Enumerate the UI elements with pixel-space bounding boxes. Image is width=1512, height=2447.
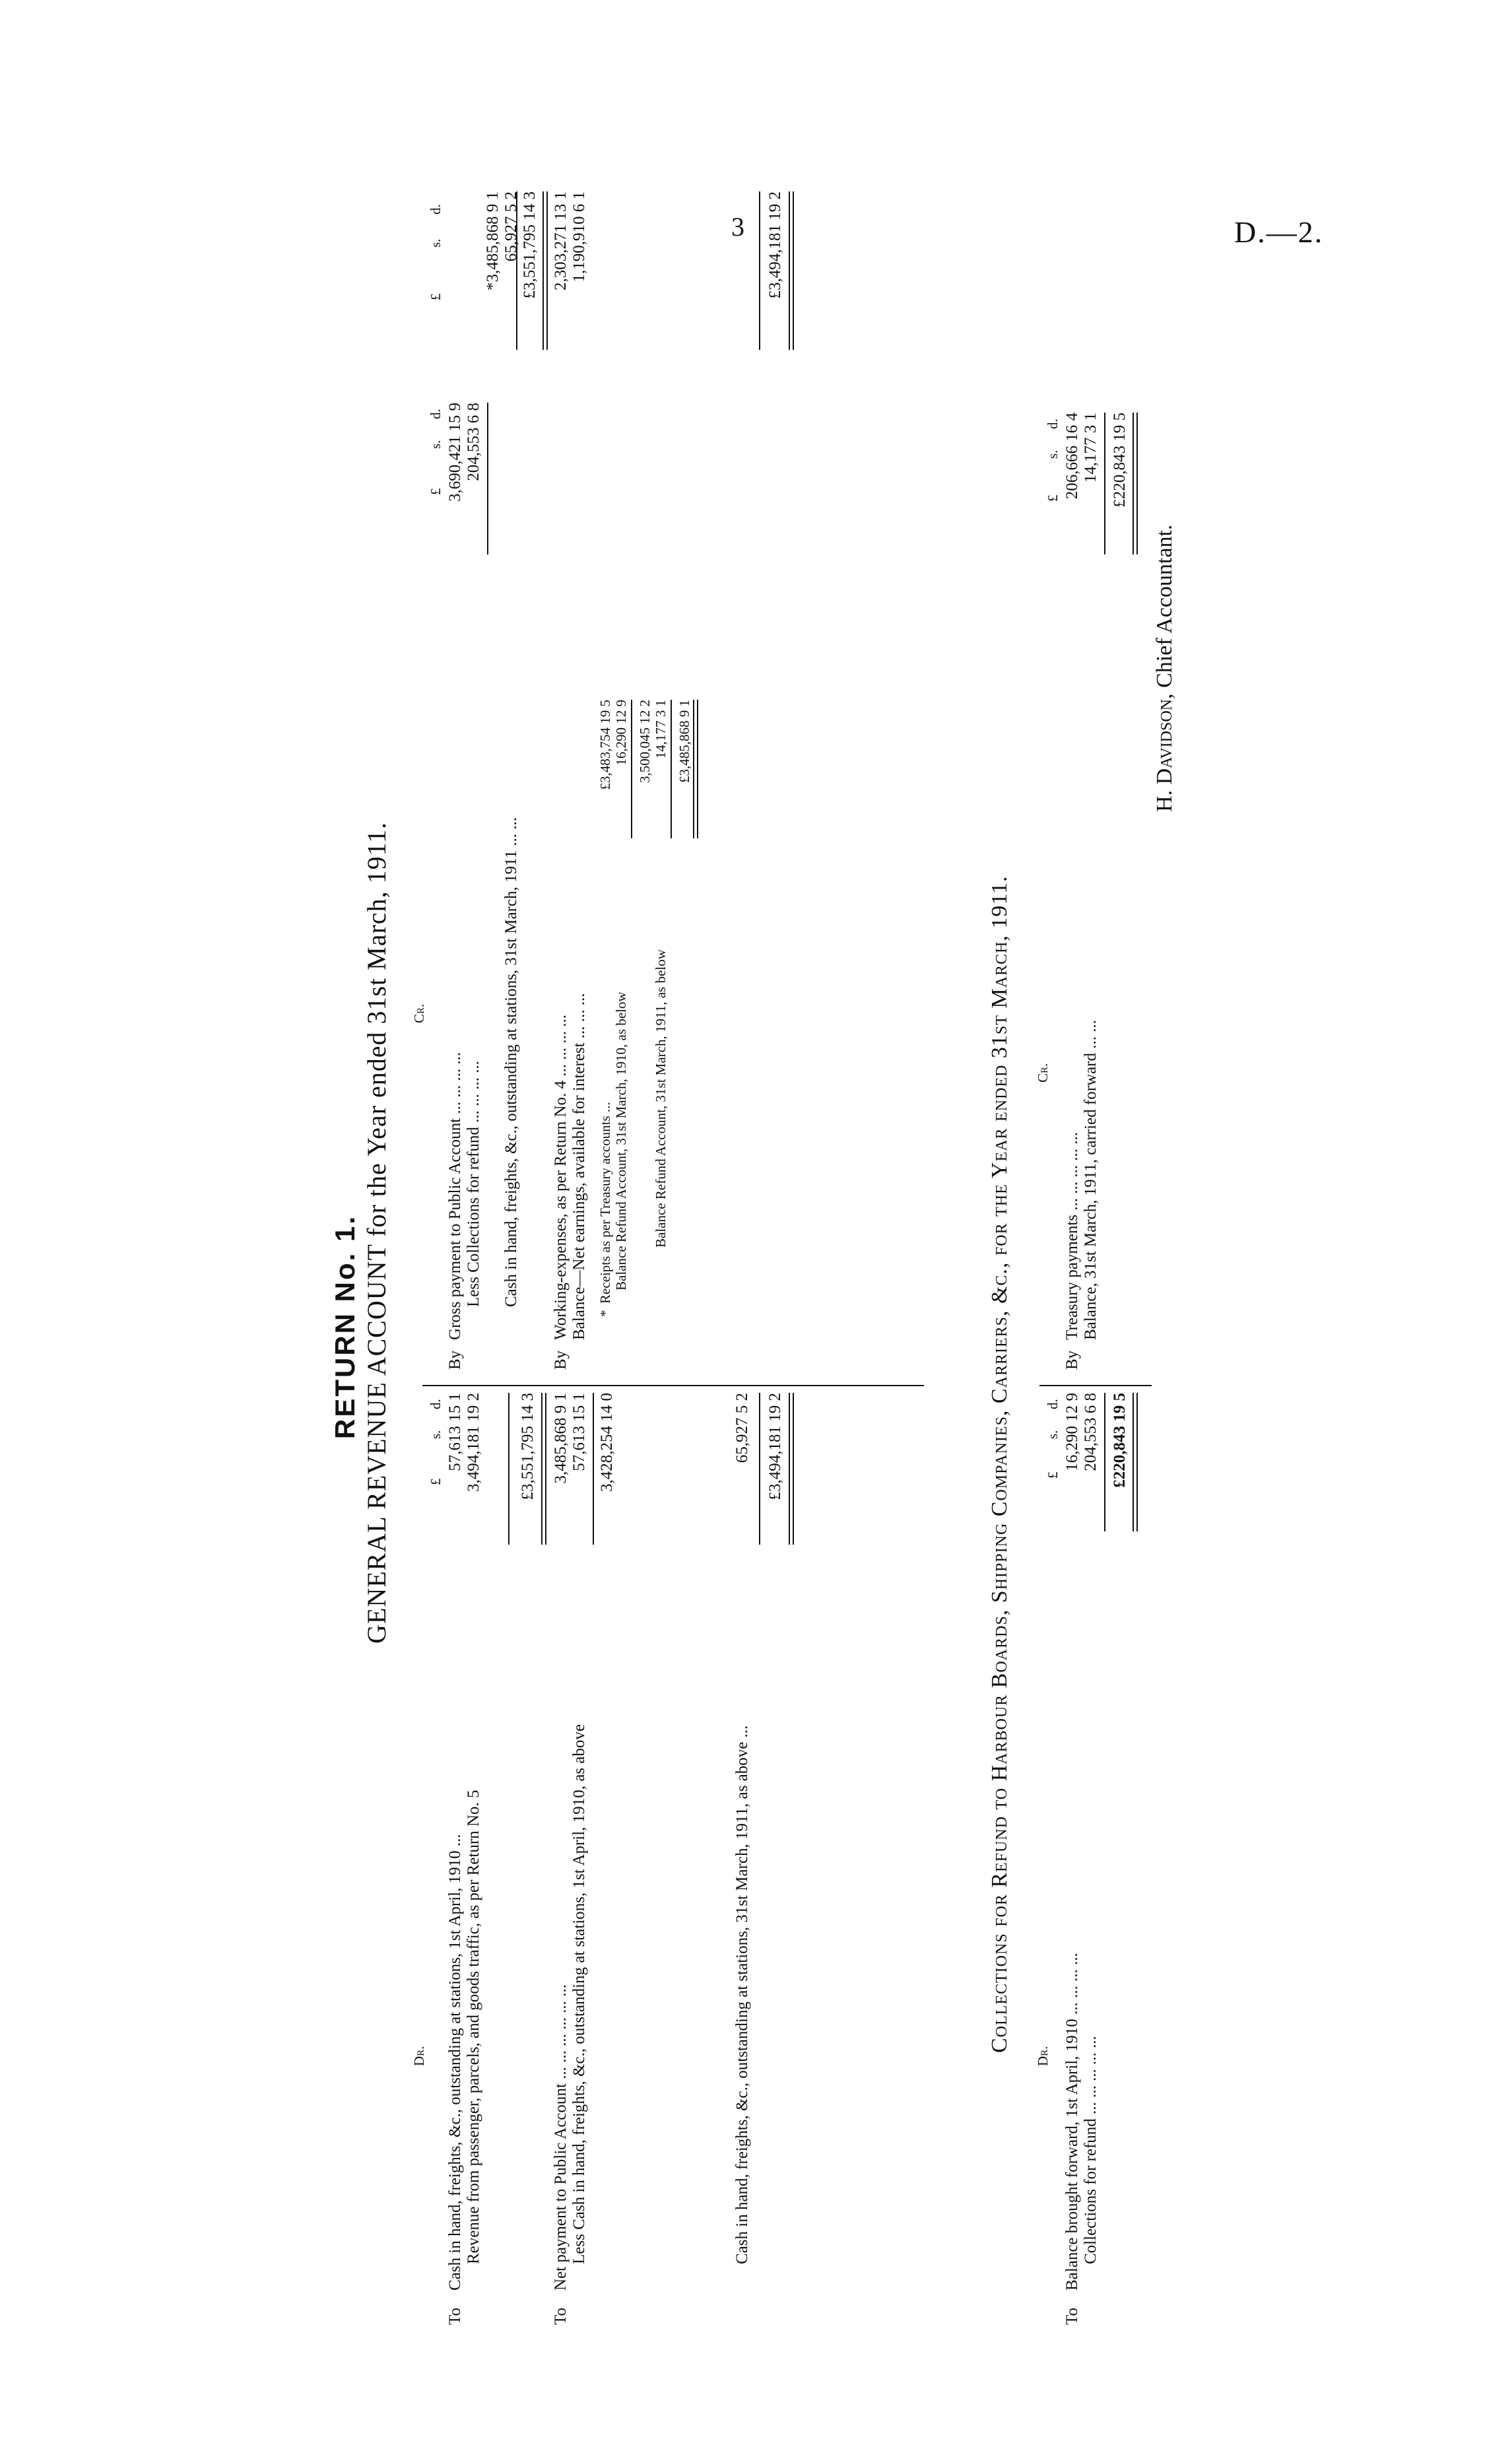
cr2-line2-amount: 1,190,910 6 1 xyxy=(570,191,588,283)
dr1-rule xyxy=(508,1393,509,1545)
signature-title: , Chief Accountant. xyxy=(1152,524,1177,699)
collections-dr-line2-amount: 204,553 6 8 xyxy=(1082,1393,1100,1471)
cr2-note1-amount: £3,483,754 19 5 xyxy=(597,700,613,790)
cr2-note2: Balance Refund Account, 31st March, 1910, as below xyxy=(613,991,629,1291)
cr-col2-pound: £ xyxy=(428,293,444,300)
cr1-total: £3,551,795 14 3 xyxy=(521,191,539,299)
cr1-line2: Less Collections for refund ... ... ... ... xyxy=(465,1061,482,1307)
collections-dr-line2: Collections for refund ... ... ... ... ... xyxy=(1082,2036,1100,2264)
cr1-total-top-rule xyxy=(516,191,517,350)
collections-dr-total: £220,843 19 5 xyxy=(1111,1393,1129,1488)
cr2-line2: Balance—Net earnings, available for interest ... ... ... xyxy=(570,993,588,1340)
cr2-note-total: £3,485,868 9 1 xyxy=(676,700,692,783)
cr2-note-total-rule xyxy=(693,700,698,838)
cr1-rule xyxy=(487,403,488,554)
cr2-line1-amount: 2,303,271 13 1 xyxy=(552,191,570,290)
cr-col1-d: d. xyxy=(428,409,444,419)
dr1-total: £3,551,795 14 3 xyxy=(519,1393,537,1500)
cr2-note-subtotal: 3,500,045 12 2 xyxy=(637,700,653,783)
cr-col1-pound: £ xyxy=(428,488,444,495)
dr-label: Dr. xyxy=(411,2046,427,2066)
rotated-page-content xyxy=(310,158,1432,2337)
dr-col-s: s. xyxy=(428,1430,444,1439)
signature xyxy=(1152,524,1177,812)
dr1-line2: Revenue from passenger, parcels, and goods traffic, as per Return No. 5 xyxy=(465,1790,482,2264)
signature-name: H. Davidson xyxy=(1152,698,1177,812)
collections-cr-col-d: d. xyxy=(1045,419,1061,429)
collections-dr-total-rule xyxy=(1133,1393,1138,1531)
cr2-note-star: * xyxy=(597,1310,613,1317)
collections-cr-label: Cr. xyxy=(1035,1063,1051,1083)
cr-col2-d: d. xyxy=(428,204,444,215)
collections-cr-line2-amount: 14,177 3 1 xyxy=(1082,413,1100,483)
return-heading: RETURN No. 1. xyxy=(329,1214,360,1439)
collections-cr-total: £220,843 19 5 xyxy=(1111,413,1129,508)
cr1-line2-amount: 204,553 6 8 xyxy=(465,403,482,481)
collections-cr-line2: Balance, 31st March, 1911, carried forward ... ... xyxy=(1082,1019,1100,1340)
cr2-note1: Receipts as per Treasury accounts ... xyxy=(597,1102,613,1304)
collections-cr-prefix: By xyxy=(1063,1350,1081,1370)
cr1-prefix: By xyxy=(446,1350,464,1370)
dr1-prefix: To xyxy=(446,2307,464,2325)
collections-cr-col-pound: £ xyxy=(1045,494,1061,502)
cr2-total: £3,494,181 19 2 xyxy=(766,191,784,299)
dr1-line1-amount: 57,613 15 1 xyxy=(446,1393,464,1471)
dr2-prefix: To xyxy=(552,2307,570,2325)
cr1-line3: Cash in hand, freights, &c., outstanding at stations, 31st March, 1911 ... ... xyxy=(502,817,520,1307)
dr2-line2-amount: 57,613 15 1 xyxy=(570,1393,588,1471)
dr2-line3: Cash in hand, freights, &c., outstanding at stations, 31st March, 1911, as above ... xyxy=(733,1725,751,2264)
collections-cr-line1: Treasury payments ... ... ... ... ... xyxy=(1063,1131,1081,1340)
cr2-prefix: By xyxy=(552,1350,570,1370)
collections-dr-line1: Balance brought forward, 1st April, 1910 ... ... ... ... xyxy=(1063,1953,1081,2291)
collections-title: Collections for Refund to Harbour Boards, Shipping Companies, Carriers, &c., for the Year ended 31st March, 1911. xyxy=(987,875,1012,2053)
cr2-note-rule xyxy=(631,700,632,838)
dr2-rule xyxy=(593,1393,594,1545)
dr1-total-rule xyxy=(541,1393,546,1545)
return-title-caps: GENERAL REVENUE ACCOUNT xyxy=(362,1244,391,1644)
cr-label: Cr. xyxy=(411,1003,427,1023)
cr1-total-rule xyxy=(542,191,548,350)
cr2-note3: Balance Refund Account, 31st March, 1911, as below xyxy=(653,949,669,1248)
document-code: D.—2. xyxy=(1234,215,1324,249)
collections-cr-line1-amount: 206,666 16 4 xyxy=(1063,413,1081,500)
cr2-note2-amount: 16,290 12 9 xyxy=(613,700,629,766)
cr1-line1: Gross payment to Public Account ... ... ... ... xyxy=(446,1052,464,1340)
dr1-line2-amount: 3,494,181 19 2 xyxy=(465,1393,482,1492)
cr2-total-rule xyxy=(789,191,794,350)
collections-cr-total-rule xyxy=(1133,413,1138,554)
collections-dr-prefix: To xyxy=(1063,2307,1081,2325)
dr2-line1-amount: 3,485,868 9 1 xyxy=(552,1393,570,1484)
dr2-total: £3,494,181 19 2 xyxy=(766,1393,784,1500)
dr1-line1: Cash in hand, freights, &c., outstanding at stations, 1st April, 1910 ... xyxy=(446,1834,464,2291)
collections-dr-col-pound: £ xyxy=(1045,1471,1061,1479)
collections-divider xyxy=(1039,1385,1152,1386)
dr2-total-top-rule xyxy=(759,1393,760,1545)
cr2-total-top-rule xyxy=(759,191,760,350)
dr2-line1: Net payment to Public Account ... ... ... ... ... ... xyxy=(552,1984,570,2291)
dr-col-pound: £ xyxy=(428,1478,444,1485)
cr-col2-s: s. xyxy=(428,238,444,248)
cr1-line3-amount: 65,927 5 2 xyxy=(502,191,520,262)
dr2-subtotal: 3,428,254 14 0 xyxy=(598,1393,616,1492)
collections-dr-rule xyxy=(1104,1393,1105,1531)
return-title-rest: for the Year ended 31st March, 1911. xyxy=(362,821,391,1244)
collections-dr-col-d: d. xyxy=(1045,1399,1061,1409)
cr-col1-s: s. xyxy=(428,440,444,449)
dr2-total-rule xyxy=(789,1393,794,1545)
cr1-line1-amount: 3,690,421 15 9 xyxy=(446,403,464,502)
cr2-line1: Working-expenses, as per Return No. 4 ... ... ... ... xyxy=(552,1014,570,1340)
dr2-line2: Less Cash in hand, freights, &c., outstanding at stations, 1st April, 1910, as above xyxy=(570,1724,588,2264)
dr2-line3-amount: 65,927 5 2 xyxy=(733,1393,751,1463)
cr2-note-total-top-rule xyxy=(671,700,672,838)
return-title xyxy=(362,821,391,1644)
dr-col-d: d. xyxy=(428,1399,444,1409)
collections-dr-label: Dr. xyxy=(1035,2046,1051,2066)
collections-cr-rule xyxy=(1104,413,1105,554)
collections-dr-line1-amount: 16,290 12 9 xyxy=(1063,1393,1081,1471)
cr2-note3-amount: 14,177 3 1 xyxy=(653,700,669,759)
cr1-result: *3,485,868 9 1 xyxy=(484,191,502,290)
collections-dr-col-s: s. xyxy=(1045,1430,1061,1439)
page-number: 3 xyxy=(731,212,744,242)
dr-cr-divider xyxy=(422,1385,924,1386)
collections-cr-col-s: s. xyxy=(1045,450,1061,459)
